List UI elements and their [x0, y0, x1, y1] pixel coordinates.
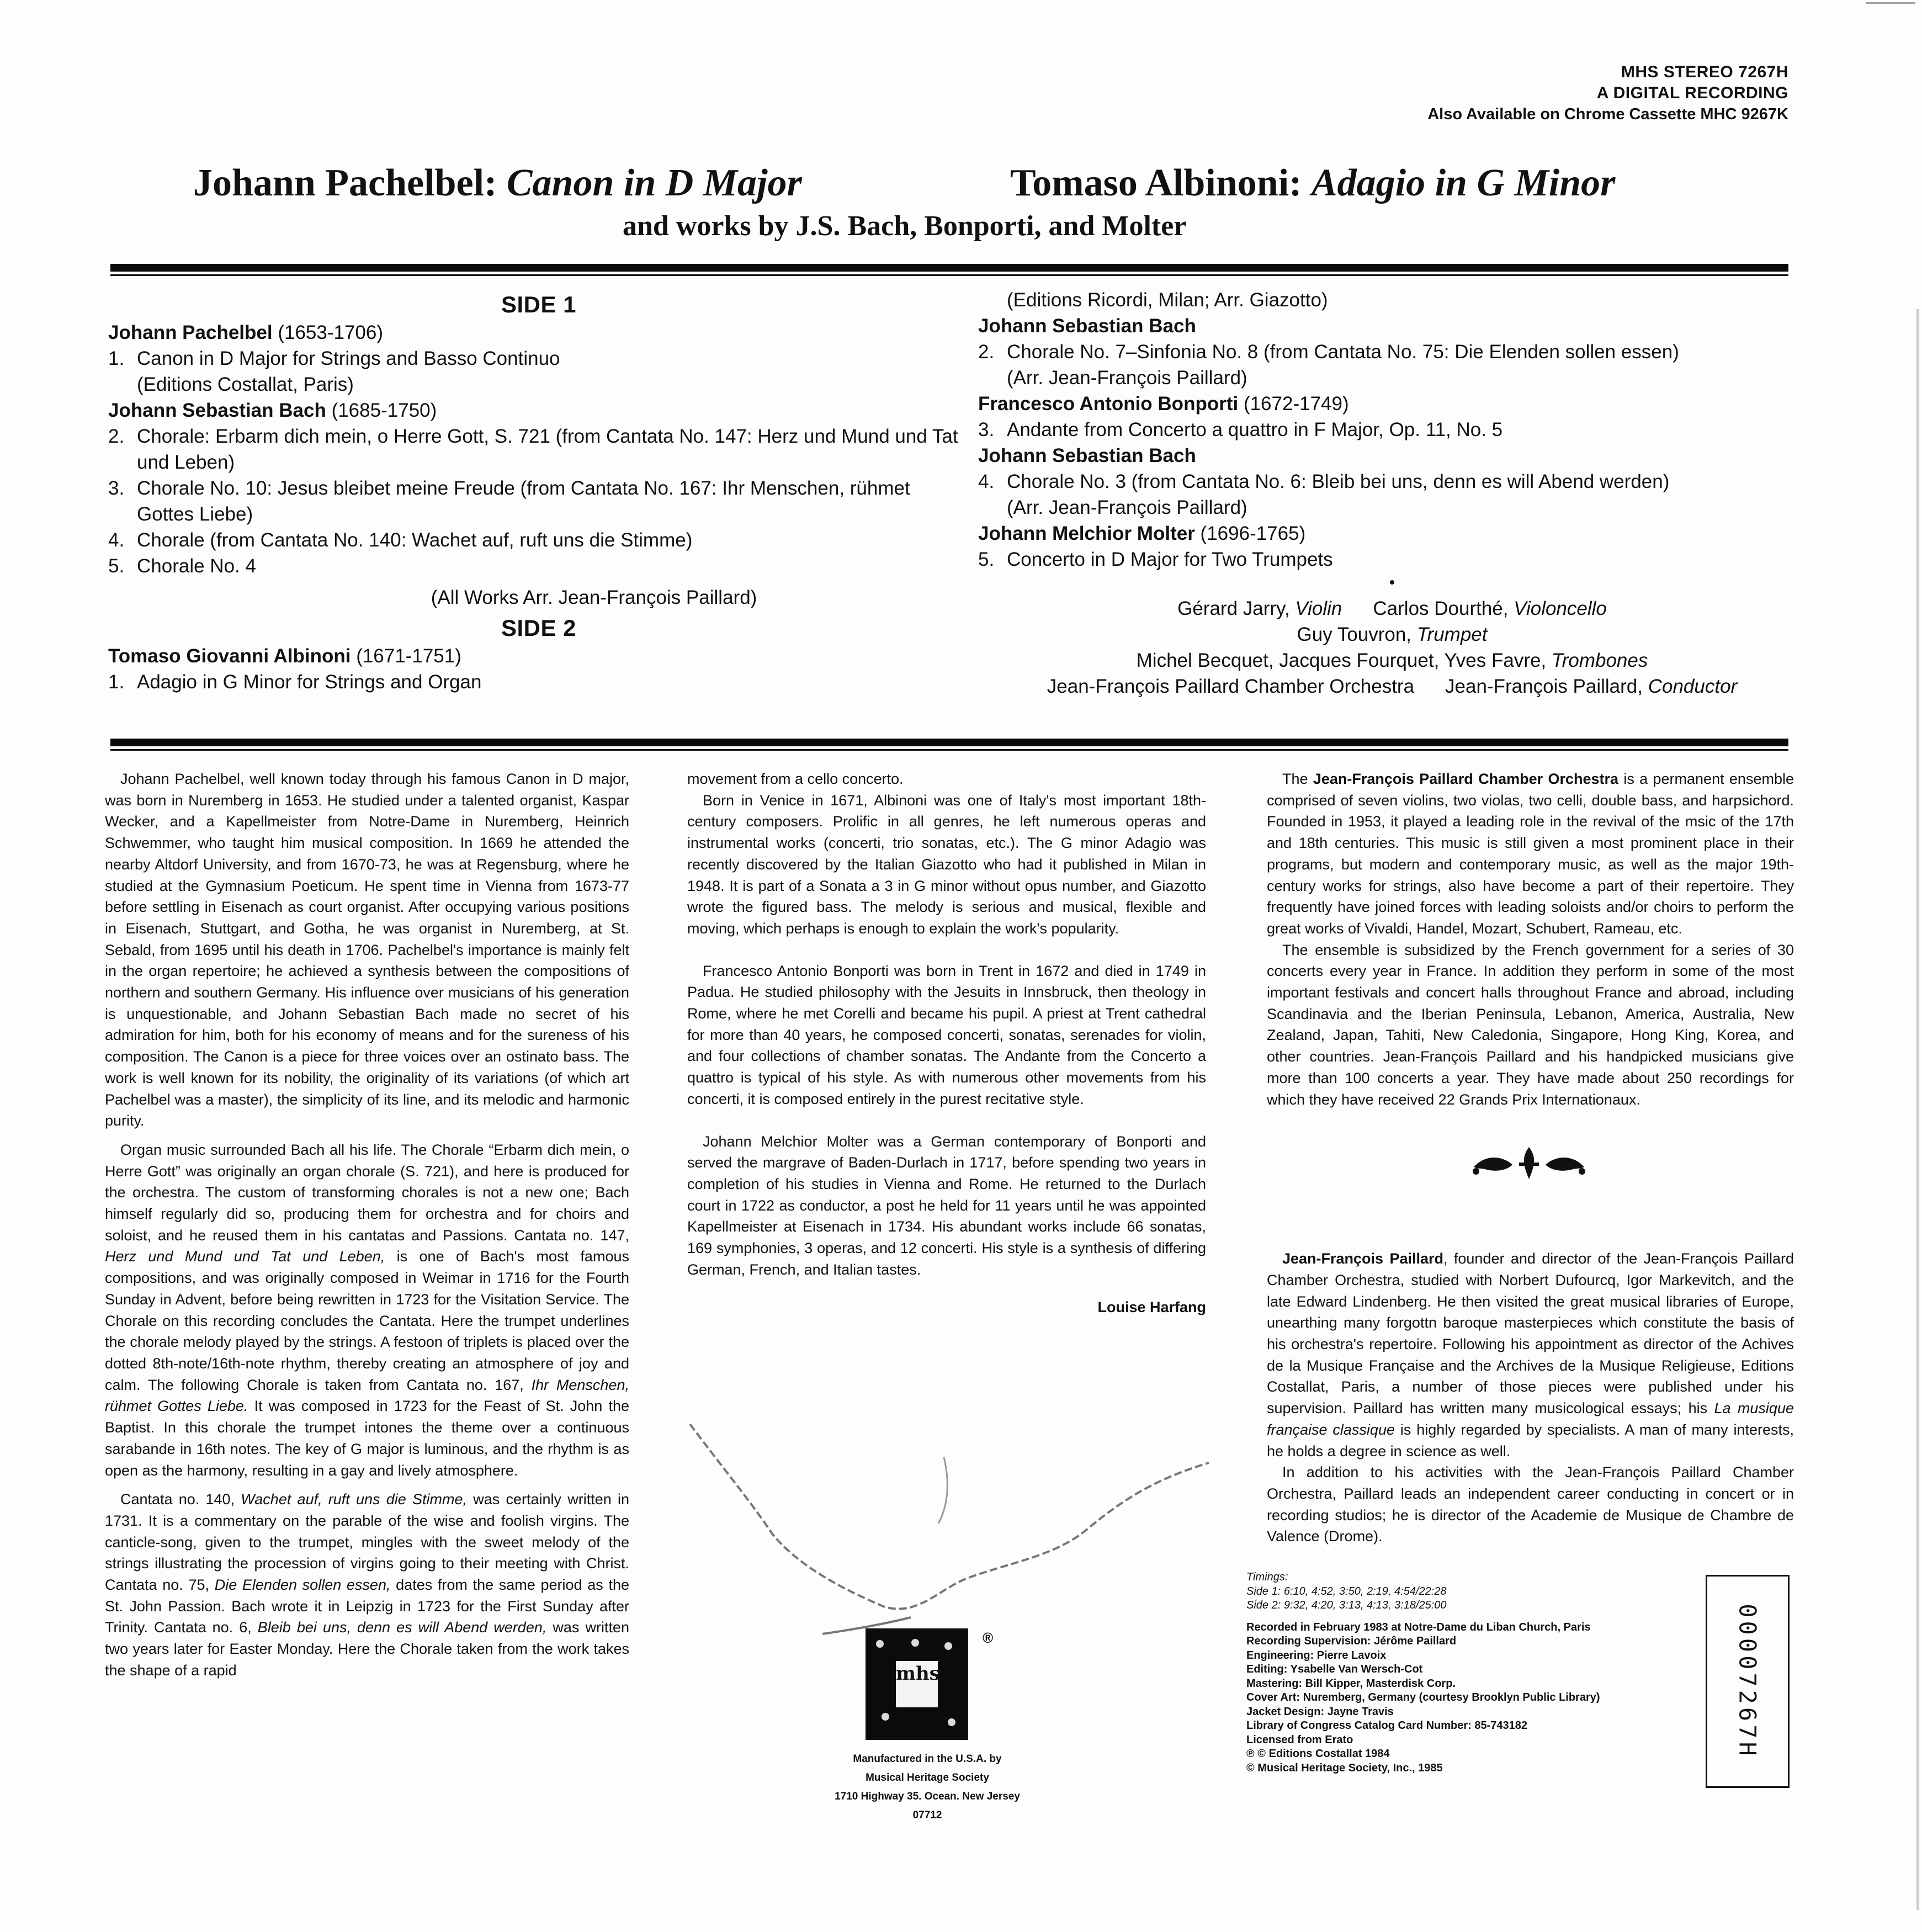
paragraph: Johann Melchior Molter was a German contemporary of Bonporti and served the margrave of Baden-Durlach in 1717, before spending two years in completion of his studies in Vienna and Rome. He returned to the Durlach court in 1722 as conductor, a post he held for 11 years until he was appointed Kapellmeister at Eisenach in 1734. His abundant works include 66 sonatas, 169 symphonies, 3 operas, and 12 concerti. His style is a synthesis of differing German, French, and Italian tastes.: [687, 1133, 1206, 1278]
divider-bottom: [110, 739, 1788, 751]
author-signature: Louise Harfang: [1097, 1299, 1206, 1316]
title-right: [1010, 161, 1615, 205]
registered-mark: ®: [983, 1630, 994, 1646]
digital-recording-label: A DIGITAL RECORDING: [1596, 84, 1788, 102]
side-2-heading: SIDE 2: [501, 615, 577, 641]
catalog-number-box: [1706, 1575, 1790, 1788]
programme-side-2: [978, 287, 1806, 699]
track-note: (Arr. Jean-François Paillard): [1007, 497, 1247, 518]
timings: Timings: Side 1: 6:10, 4:52, 3:50, 2:19, 4:54/22:28 Side 2: 9:32, 4:20, 3:13, 4:13, 3:18/25:00: [1246, 1571, 1447, 1611]
track-note: (Editions Ricordi, Milan; Arr. Giazotto): [1007, 289, 1328, 311]
performer-row: Michel Becquet, Jacques Fourquet, Yves Favre, Trombones: [1136, 650, 1648, 671]
track-item: 3. Andante from Concerto a quattro in F Major, Op. 11, No. 5: [978, 419, 1503, 440]
track-item: 2. Chorale No. 7–Sinfonia No. 8 (from Cantata No. 75: Die Elenden sollen essen): [978, 341, 1679, 363]
title-composer-pachelbel: Johann Pachelbel:: [193, 162, 497, 204]
catalog-number-vertical: 00007267H: [1734, 1604, 1761, 1759]
divider-top: [110, 264, 1788, 276]
jacket-edge-right: [1916, 309, 1919, 1910]
track-item: 5. Chorale No. 4: [108, 555, 256, 577]
catalog-number: MHS STEREO 7267H: [1621, 63, 1788, 81]
paper-tear-marks: [679, 1391, 1231, 1639]
track-item: 1. Canon in D Major for Strings and Basso Continuo: [108, 348, 560, 369]
composer-heading: Johann Sebastian Bach: [978, 315, 1196, 337]
fleuron-ornament-icon: [1468, 1144, 1590, 1182]
composer-heading: Tomaso Giovanni Albinoni (1671-1751): [108, 645, 461, 667]
paragraph: The ensemble is subsidized by the French government for a series of 30 concerts every year in France. In addition they perform in some of the most important festivals and concert halls throughout France and abroad, including Scandinavia and the Iberian Peninsula, Lebanon, America, Australia, New Zealand, Japan, Tahiti, New Caledonia, Singapore, Hong King, Korea, and other countries. Jean-François Paillard and his handpicked musicians give more than 100 concerts a year. They have made about 250 recordings for which they have received 22 Grands Prix Internationaux.: [1267, 941, 1794, 1108]
album-subtitle: and works by J.S. Bach, Bonporti, and Molter: [623, 210, 1187, 242]
track-item: 2. Chorale: Erbarm dich mein, o Herre Gott, S. 721 (from Cantata No. 147: Herz und Mund und Tat und Leben): [108, 426, 958, 473]
title-work-adagio: Adagio in G Minor: [1311, 162, 1616, 204]
publisher-block: [822, 1628, 1032, 1825]
track-item: 1. Adagio in G Minor for Strings and Organ: [108, 671, 482, 693]
liner-notes-column-1: [105, 768, 629, 1681]
catalog-info: [1427, 62, 1788, 125]
title-left: [193, 161, 802, 205]
credit-lines: Recorded in February 1983 at Notre-Dame du Liban Church, Paris Recording Supervision: Jérôme Paillard Engineering: Pierre Lavoix Editing: Ysabelle Van Wersch-Cot Mastering: Bill Kipper, Masterdisk Corp. Cover Art: Nuremberg, Germany (courtesy Brooklyn Public Library) Jacket Design: Jayne Travis Library of Congress Catalog Card Number: 85-743182 Licensed from Erato ℗ © Editions Costallat 1984 © Musical Heritage Society, Inc., 1985: [1246, 1621, 1600, 1774]
track-item: 5. Concerto in D Major for Two Trumpets: [978, 549, 1333, 570]
paragraph: Jean-François Paillard, founder and director of the Jean-François Paillard Chamber Orchestra, studied with Norbert Dufourcq, Igor Markevitch, and the late Edward Lindenberg. He then visited the great musical libraries of Europe, unearthing many forgottn baroque masterpieces which constitute the basis of his orchestra's repertoire. Following his appointment as director of the Achives de la Musique Française and the Archives de la Musique Religieuse, Editions Costallat, Paris, a number of those pieces were published under his supervision. Paillard has written many musicological essays; his La musique française classique is highly regarded by specialists. A man of many interests, he holds a degree in science as well.: [1267, 1250, 1794, 1459]
track-item: 3. Chorale No. 10: Jesus bleibet meine Freude (from Cantata No. 167: Ihr Menschen, rühmet Gottes Liebe): [108, 477, 910, 525]
logo-monogram: mhs: [896, 1661, 938, 1707]
liner-notes-column-2: [687, 768, 1206, 1318]
jacket-edge-top: [1866, 2, 1915, 4]
cassette-availability: Also Available on Chrome Cassette MHC 9267K: [1427, 105, 1788, 123]
performer-row: Guy Touvron, Trumpet: [1297, 624, 1488, 645]
programme-side-1: [108, 287, 969, 695]
paragraph: movement from a cello concerto.: [687, 771, 904, 787]
composer-heading: Johann Melchior Molter (1696-1765): [978, 523, 1306, 544]
composer-heading: Francesco Antonio Bonporti (1672-1749): [978, 393, 1349, 415]
track-note: (Editions Costallat, Paris): [137, 374, 354, 395]
manufacturer-info: Manufactured in the U.S.A. by Musical Heritage Society 1710 Highway 35. Ocean. New Jersey 07712: [835, 1753, 1020, 1821]
paragraph: Johann Pachelbel, well known today through his famous Canon in D major, was born in Nuremberg in 1653. He studied under a talented organist, Kaspar Wecker, and a Kapellmeister from Notre-Dame in Nuremberg, Heinrich Schwemmer, who taught him musical composition. In 1669 he attended the nearby Altdorf University, and from 1670-73, he was at Regensburg, where he studied at the Gymnasium Poeticum. He spent time in Vienna from 1673-77 before settling in Eisenach as court organist. After occupying various positions in Eisenach, Stuttgart, and Gotha, he was organist in Nuremberg, at St. Sebald, from 1695 until his death in 1706. Pachelbel's importance is mainly felt in the organ repertoire; he achieved a synthesis between the compositions of northern and southern Germany. His influence over musicians of his generation is unquestionable, and Johann Sebastian Bach made no secret of his admiration for him, both for his economy of means and for the sureness of his composition. The Canon is a piece for three voices over an ostinato bass. The work is well known for its nobility, the originality of its variations (of which art Pachelbel was a master), the simplicity of its line, and its melodic and harmonic purity.: [105, 771, 629, 1129]
paragraph: Francesco Antonio Bonporti was born in Trent in 1672 and died in 1749 in Padua. He studied philosophy with the Jesuits in Innsbruck, then theology in Rome, where he met Corelli and became his pupil. A priest at Trent cathedral for more than 40 years, he composed concerti, sonatas, serenades for violin, and four collections of chamber sonatas. The Andante from the Concerto a quattro is typical of his style. As with numerous other movements from his concerti, it is composed entirely in the purest recitative style.: [687, 962, 1206, 1107]
composer-heading: Johann Pachelbel (1653-1706): [108, 322, 384, 343]
paragraph: Born in Venice in 1671, Albinoni was one of Italy's most important 18th-century composers. Prolific in all genres, he left numerous operas and instrumental works (concerti, trio sonatas, etc.). The G minor Adagio was recently discovered by the Italian Giazotto who had it published in Milan in 1948. It is part of a Sonata a 3 in G minor without opus number, and Giazotto wrote the figured bass. The melody is serious and musical, flexible and moving, which perhaps is enough to explain the work's popularity.: [687, 792, 1206, 937]
track-item: 4. Chorale (from Cantata No. 140: Wachet auf, ruft uns die Stimme): [108, 529, 693, 551]
composer-heading: Johann Sebastian Bach (1685-1750): [108, 400, 437, 421]
side-1-heading: SIDE 1: [501, 291, 577, 317]
title-composer-albinoni: Tomaso Albinoni:: [1010, 162, 1302, 204]
paragraph: Cantata no. 140, Wachet auf, ruft uns die Stimme, was certainly written in 1731. It is a commentary on the parable of the wise and foolish virgins. The canticle-song, given to the trumpet, mingles with the sweet melody of the strings illustrating the procession of virgins going to their meeting with Christ. Cantata no. 75, Die Elenden sollen essen, dates from the same period as the St. John Passion. Bach wrote it in Leipzig in 1723 for the First Sunday after Trinity. Cantata no. 6, Bleib bei uns, denn es will Abend werden, was written two years later for Easter Monday. Here the Chorale taken from the work takes the shape of a rapid: [105, 1491, 629, 1679]
performer-row: Gérard Jarry, Violin Carlos Dourthé, Violoncello: [1177, 598, 1607, 619]
paragraph: The Jean-François Paillard Chamber Orchestra is a permanent ensemble comprised of seven violins, two violas, two celli, double bass, and harpsichord. Founded in 1953, it played a leading role in the revival of the msic of the 17th and 18th centuries. This music is still given a most prominent place in their programs, but modern and contemporary music, as well as the major 19th-century works for strings, also have become a part of their repertoire. They frequently have joined forces with leading soloists and/or choirs to perform the great works of Vivaldi, Handel, Mozart, Schubert, Rameau, etc.: [1267, 771, 1794, 937]
track-item: 4. Chorale No. 3 (from Cantata No. 6: Bleib bei uns, denn es will Abend werden): [978, 471, 1670, 492]
performer-row: Jean-François Paillard Chamber Orchestra Jean-François Paillard, Conductor: [1047, 676, 1738, 697]
performers-list: [978, 596, 1806, 699]
track-note: (Arr. Jean-François Paillard): [1007, 367, 1247, 389]
paragraph: Organ music surrounded Bach all his life. The Chorale “Erbarm dich mein, o Herre Gott” was originally an organ chorale (S. 721), and here is produced for the orchestra. The custom of transforming chorales is not a new one; Bach himself regularly did so, producing them for orchestra and for choirs and soloist, and he reused them in his cantatas and Passions. Cantata no. 147, Herz und Mund und Tat und Leben, is one of Bach's most famous compositions, and was originally composed in Weimar in 1716 for the Fourth Sunday in Advent, before being rewritten in 1723 for the Visitation Service. The Chorale on this recording concludes the Cantata. Here the trumpet underlines the chorale melody played by the strings. A festoon of triplets is placed over the dotted 8th-note/16th-note rhythm, thereby creating an atmosphere of joy and calm. The following Chorale is taken from Cantata no. 167, Ihr Menschen, rühmet Gottes Liebe. It was composed in 1723 for the Feast of St. John the Baptist. In this chorale the trumpet intones the theme over a continuous sarabande in 16th notes. The key of G major is luminous, and the rhythm is as open as the harmony, resulting in a gay and lively atmosphere.: [105, 1141, 629, 1479]
title-work-canon: Canon in D Major: [506, 162, 802, 204]
paragraph: In addition to his activities with the Jean-François Paillard Chamber Orchestra, Paillard leads an independent career conducting in concert or in recording studios; he is director of the Academie de Musique de Chambre de Valence (Drome).: [1267, 1464, 1794, 1545]
bullet-separator: •: [1389, 574, 1395, 592]
production-credits: [1246, 1570, 1600, 1775]
arrangement-note: (All Works Arr. Jean-François Paillard): [431, 587, 757, 608]
composer-heading: Johann Sebastian Bach: [978, 445, 1196, 466]
mhs-logo: [866, 1628, 968, 1740]
